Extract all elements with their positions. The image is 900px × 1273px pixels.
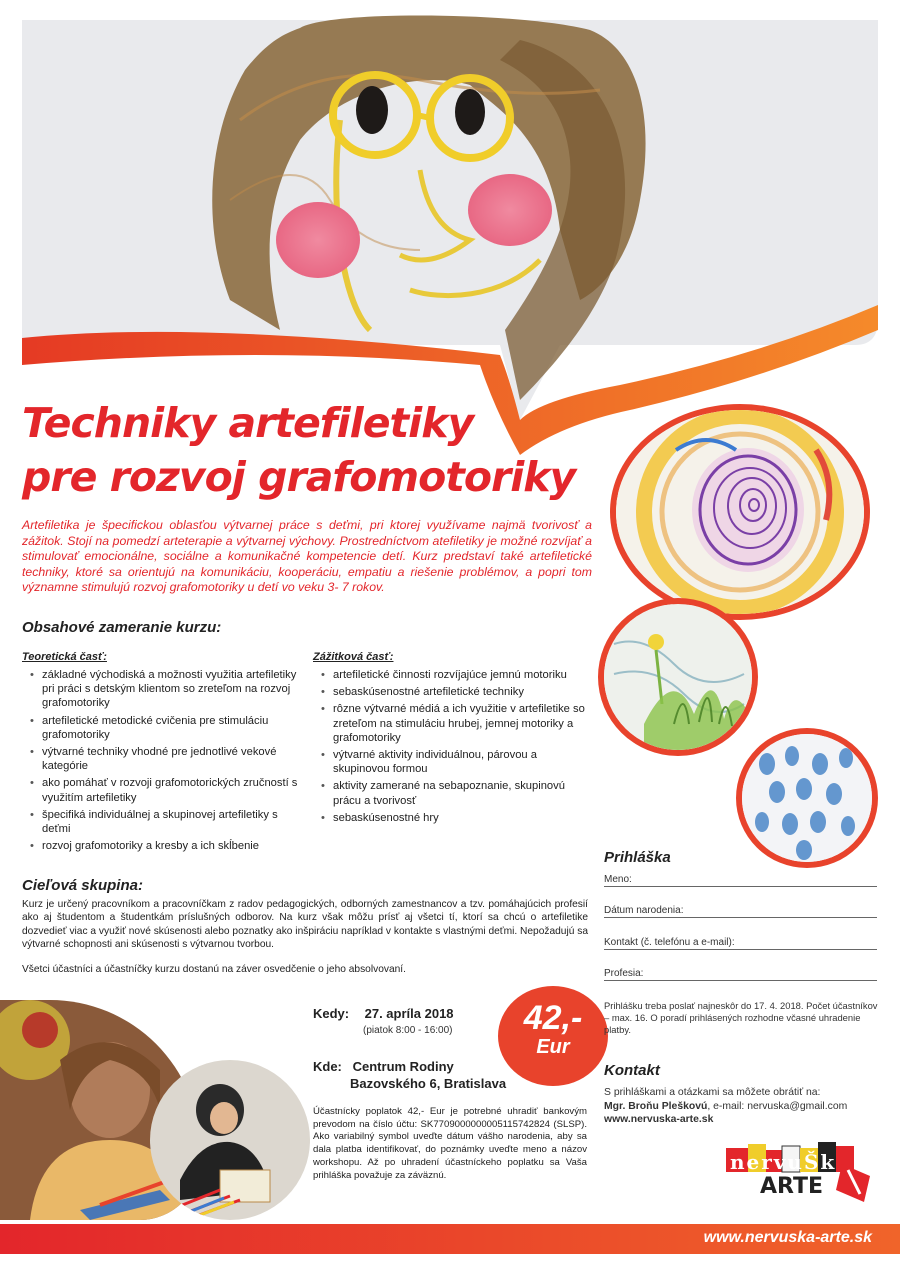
- page-title: [22, 396, 622, 504]
- girl-photo: [150, 1060, 310, 1220]
- price-currency: Eur: [536, 1036, 570, 1058]
- workshop-photo-center: [150, 1060, 310, 1220]
- contact-email[interactable]: , e-mail: nervuska@gmail.com: [707, 1100, 848, 1112]
- list-item: • rôzne výtvarné médiá a ich využitie v artefiletike so zreteľom na stimuláciu hrubej, jemnej motoriky a grafomotoriky: [313, 702, 593, 745]
- hero-drawing: [0, 0, 900, 460]
- footer-url[interactable]: www.nervuska-arte.sk: [703, 1229, 872, 1246]
- intro-text: Artefiletika je špecifickou oblasťou výtvarnej práce s deťmi, pri ktorej využívame najmä tvorivosť a zážitok. Stojí na pomedzí arteterapie a výtvarnej výchovy. Prostredníctvom atefiletiky je možné rozvíjať a stimulovať emocionálne, sociálne a komunikačné kompetencie detí. Kurz predstaví také artefiletické techniky, ktoré sa orientujú na komunikáciu, kooperáciu, empatiu a riešenie problémov, a popri tom významne stimulujú rozvoj grafomotoriky u detí vo veku 3- 7 rokov.: [22, 518, 592, 595]
- contact-text: S prihláškami a otázkami sa môžete obrátiť na:: [604, 1087, 821, 1098]
- experience-heading: Zážitková časť:: [313, 651, 394, 663]
- list-item: • základné východiská a možnosti využitia artefiletiky pri práci s detským klientom so zreteľom na rozvoj grafomotoriky: [22, 668, 300, 711]
- event-where: [313, 1058, 454, 1076]
- fee-text: Účastnícky poplatok 42,- Eur je potrebné uhradiť bankovým prevodom na číslo účtu: SK7709000000005115742824 (SLSP). Ako variabilný symbol uveďte dátum vášho narodenia, aby sa dala platba identifikovať, do poznámky uveďte meno a názov workshopu. Až po uhradení účastníckeho poplatku sa Vaša prihláška považuje za záväznú.: [313, 1106, 587, 1181]
- contact-web[interactable]: www.nervuska-arte.sk: [604, 1114, 714, 1125]
- logo-word-1: nervuŠk: [730, 1150, 837, 1174]
- list-item: • ako pomáhať v rozvoji grafomotorických zručností s využitím artefiletiky: [22, 776, 300, 804]
- content-heading: Obsahové zameranie kurzu:: [22, 619, 222, 636]
- list-item: • sebaskúsenostné hry: [313, 811, 593, 825]
- price-badge: [498, 986, 608, 1086]
- fingerprint-artwork-image: [736, 728, 878, 868]
- profession-field[interactable]: Profesia:: [604, 968, 877, 981]
- contact-block: [604, 1086, 878, 1127]
- list-item: • špecifiká individuálnej a skupinovej artefiletiky s deťmi: [22, 808, 300, 836]
- contact-person: Mgr. Broňu Pleškovú: [604, 1100, 708, 1112]
- contact-heading: Kontakt: [604, 1062, 660, 1079]
- theory-list: [22, 668, 300, 856]
- list-item: • aktivity zamerané na sebapoznanie, skupinovú prácu a tvorivosť: [313, 779, 593, 807]
- where-label: Kde:: [313, 1059, 342, 1074]
- when-date: 27. apríla 2018: [364, 1006, 454, 1021]
- contact-person-line: [604, 1100, 878, 1114]
- registration-note: Prihlášku treba poslať najneskôr do 17. 4. 2018. Počet účastníkov – max. 16. O poradí prihlásených rozhodne včasné uhradenie platby.: [604, 1000, 878, 1035]
- name-field[interactable]: Meno:: [604, 874, 877, 887]
- spiral-artwork: [616, 410, 864, 614]
- target-heading: Cieľová skupina:: [22, 877, 143, 894]
- list-item: • artefiletické činnosti rozvíjajúce jemnú motoriku: [313, 668, 593, 682]
- where-line-1: Centrum Rodiny: [352, 1059, 454, 1074]
- grass-artwork-image: [598, 598, 758, 756]
- certificate-text: Všetci účastníci a účastníčky kurzu dostanú na záver osvedčenie o jeho absolvovaní.: [22, 964, 406, 975]
- title-line-2: pre rozvoj grafomotoriky: [22, 453, 576, 501]
- registration-heading: Prihláška: [604, 849, 671, 866]
- contact-field[interactable]: Kontakt (č. telefónu a e-mail):: [604, 937, 877, 950]
- list-item: • výtvarné techniky vhodné pre jednotlivé vekové kategórie: [22, 745, 300, 773]
- spiral-artwork-image: [610, 404, 870, 620]
- experience-list: [313, 668, 593, 828]
- when-label: Kedy:: [313, 1006, 350, 1021]
- when-time: (piatok 8:00 - 16:00): [363, 1025, 453, 1036]
- list-item: • sebaskúsenostné artefiletické techniky: [313, 685, 593, 699]
- title-line-1: Techniky artefiletiky: [22, 399, 474, 447]
- price-amount: 42,-: [523, 999, 583, 1037]
- theory-heading: Teoretická časť:: [22, 651, 107, 663]
- where-line-2: Bazovského 6, Bratislava: [350, 1076, 507, 1091]
- target-text: Kurz je určený pracovníkom a pracovníčkam z radov pedagogických, odborných zamestnancov a tzv. pomáhajúcich profesií ako aj študentom a študentkám príslušných odborov. Na kurz však môžu prísť aj všetci tí, ktorí sa chcú o artefiletike dozvedieť viac a využiť nové skúsenosti alebo poznatky ako inšpiráciu napríklad v kontakte s vlastnými deťmi. Nepožadujú sa výtvarné schopnosti ani skúsenosti s výtvarnou tvorbou.: [22, 899, 588, 950]
- fingerprint-artwork: [742, 734, 872, 862]
- nervuska-arte-logo: [724, 1142, 874, 1204]
- birthdate-field[interactable]: Dátum narodenia:: [604, 905, 877, 918]
- list-item: • rozvoj grafomotoriky a kresby a ich skĺbenie: [22, 839, 300, 853]
- logo-word-2: ARTE: [760, 1174, 824, 1199]
- list-item: • artefiletické metodické cvičenia pre stimuláciu grafomotoriky: [22, 714, 300, 742]
- hero-illustration: [0, 0, 900, 460]
- event-when: [313, 1006, 454, 1021]
- grass-artwork: [604, 604, 752, 750]
- list-item: • výtvarné aktivity individuálnou, párovou a skupinovou formou: [313, 748, 593, 776]
